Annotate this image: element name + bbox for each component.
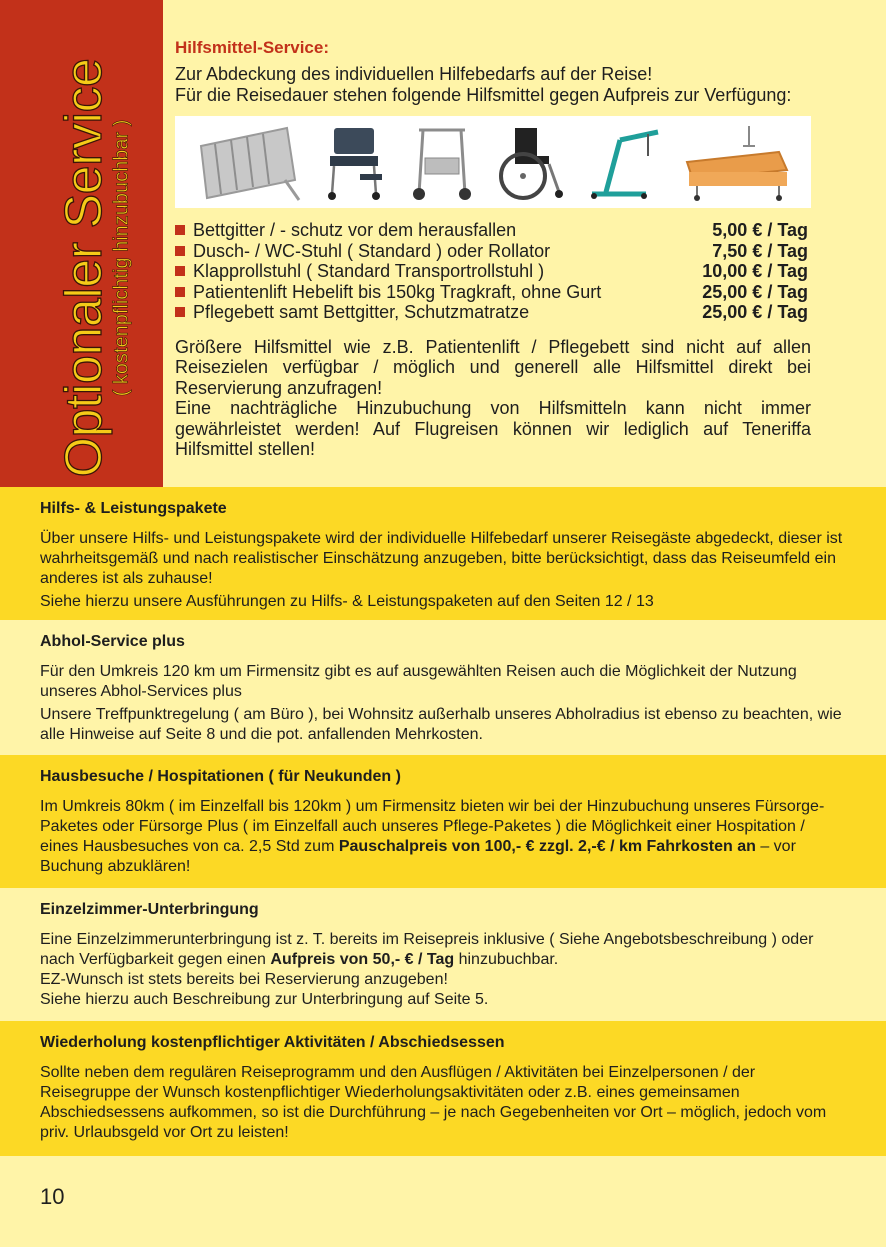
hilfsmittel-heading: Hilfsmittel-Service: xyxy=(175,38,329,57)
section-hausbesuche xyxy=(0,755,886,888)
square-bullet-icon xyxy=(175,287,185,297)
section-text: EZ-Wunsch ist stets bereits bei Reservierung anzugeben! xyxy=(40,971,448,988)
section-text: Im Umkreis 80km ( im Einzelfall bis 120km ) um Firmensitz bieten wir bei der Hinzubuchung unseres Fürsorge-Paketes oder Fürsorge Plus ( im Einzelfall auch unseres Pflege-Paketes ) die Möglichkeit einer Hospitation / eines Hausbesuches von ca. 2,5 Std zum xyxy=(40,798,825,855)
section-leistungspakete xyxy=(0,487,886,620)
price-item xyxy=(175,282,811,303)
price-item xyxy=(175,261,811,282)
price-item-price: 25,00 € / Tag xyxy=(702,302,808,322)
section-heading: Hausbesuche / Hospitationen ( für Neukunden ) xyxy=(40,768,401,785)
section-heading: Wiederholung kostenpflichtiger Aktivitäten / Abschiedsessen xyxy=(40,1034,505,1051)
side-title: Optionaler Service xyxy=(55,58,113,478)
price-item-price: 7,50 € / Tag xyxy=(712,240,808,261)
price-item xyxy=(175,302,811,323)
price-item xyxy=(175,241,811,262)
price-item-price: 25,00 € / Tag xyxy=(702,281,808,302)
section-paragraph: Unsere Treffpunktregelung ( am Büro ), bei Wohnsitz außerhalb unseres Abholradius ist ebenso zu beachten, wie alle Hinweise auf Seite 8 und die pot. anfallenden Mehrkosten. xyxy=(40,706,842,743)
price-item xyxy=(175,220,811,241)
price-item-price: 5,00 € / Tag xyxy=(712,220,808,240)
care-bed-image xyxy=(683,122,793,202)
patient-lift-image xyxy=(586,122,666,202)
price-list xyxy=(175,220,811,323)
bed-rail-image xyxy=(193,122,303,202)
square-bullet-icon xyxy=(175,307,185,317)
section-paragraph xyxy=(40,930,846,1010)
section-heading: Abhol-Service plus xyxy=(40,633,185,650)
section-text: Eine Einzelzimmerunterbringung ist z. T. bereits im Reisepreis inklusive ( Siehe Angebotsbeschreibung ) oder nach Verfügbarkeit gegen einen xyxy=(40,931,814,968)
section-text: – vor Buchung abzuklären! xyxy=(40,838,796,875)
section-paragraph: Für den Umkreis 120 km um Firmensitz gibt es auf ausgewählten Reisen auch die Möglichkeit der Nutzung unseres Abhol-Services plus xyxy=(40,663,797,700)
price-item-label: Pflegebett samt Bettgitter, Schutzmatratze xyxy=(193,302,530,322)
section-paragraph: Über unsere Hilfs- und Leistungspakete wird der individuelle Hilfebedarf unserer Reisegäste abgedeckt, dieser ist wahrheitsgemäß und nach realistischer Einschätzung anzugeben, bitte berücksichtigt, dass das Reiseumfeld ein anderes ist als zuhause! xyxy=(40,530,843,587)
section-bold-text: Aufpreis von 50,- € / Tag xyxy=(270,951,455,968)
price-item-label: Bettgitter / - schutz vor dem herausfallen xyxy=(193,220,517,240)
shower-chair-image xyxy=(320,122,390,202)
section-text: hinzubuchbar. xyxy=(454,951,559,968)
hilfsmittel-intro xyxy=(175,64,811,106)
square-bullet-icon xyxy=(175,266,185,276)
hilfsmittel-service xyxy=(175,38,811,460)
price-item-price: 10,00 € / Tag xyxy=(702,261,808,281)
side-subtitle: ( kostenpflichtig hinzubuchbar ) xyxy=(110,119,133,397)
aids-image-strip xyxy=(175,116,811,208)
intro-line: Zur Abdeckung des individuellen Hilfebedarfs auf der Reise! xyxy=(175,64,653,84)
price-item-label: Dusch- / WC-Stuhl ( Standard ) oder Rollator xyxy=(193,240,551,261)
section-bold-text: Pauschalpreis von 100,- € zzgl. 2,-€ / km Fahrkosten an xyxy=(338,838,756,855)
section-paragraph xyxy=(40,797,846,877)
section-paragraph: Sollte neben dem regulären Reiseprogramm und den Ausflügen / Aktivitäten bei Einzelpersonen / der Reisegruppe der Wunsch kostenpflichtiger Wiederholungsaktivitäten oder z.B. eines gemeinsamen Abschiedsessens aufkommen, so ist die Durchführung – je nach Gegebenheiten vor Ort – möglich, jedoch vom priv. Urlaubsgeld vor Ort zu leisten! xyxy=(40,1064,827,1141)
section-wiederholung xyxy=(0,1021,886,1156)
intro-line: Für die Reisedauer stehen folgende Hilfsmittel gegen Aufpreis zur Verfügung: xyxy=(175,85,792,105)
section-heading: Einzelzimmer-Unterbringung xyxy=(40,901,259,918)
wheelchair-image xyxy=(493,122,569,202)
section-text: Siehe hierzu auch Beschreibung zur Unterbringung auf Seite 5. xyxy=(40,991,489,1008)
square-bullet-icon xyxy=(175,225,185,235)
note-paragraph: Größere Hilfsmittel wie z.B. Patientenlift / Pflegebett sind nicht auf allen Reisezielen verfügbar / möglich und generell alle Hilfsmittel direkt bei Reservierung anzufragen! xyxy=(175,336,811,398)
note-paragraph: Eine nachträgliche Hinzubuchung von Hilfsmitteln kann nicht immer gewährleistet werden! Auf Flugreisen können wir lediglich auf Teneriffa Hilfsmittel stellen! xyxy=(175,398,811,459)
price-item-label: Klapprollstuhl ( Standard Transportrollstuhl ) xyxy=(193,261,545,281)
section-paragraph: Siehe hierzu unsere Ausführungen zu Hilfs- & Leistungspaketen auf den Seiten 12 / 13 xyxy=(40,593,654,610)
section-abhol-service xyxy=(0,620,886,755)
section-heading: Hilfs- & Leistungspakete xyxy=(40,500,227,517)
page-number: 10 xyxy=(40,1184,65,1209)
square-bullet-icon xyxy=(175,246,185,256)
section-einzelzimmer xyxy=(0,888,886,1021)
hilfsmittel-notes xyxy=(175,337,811,460)
price-item-label: Patientenlift Hebelift bis 150kg Tragkraft, ohne Gurt xyxy=(193,281,602,302)
rollator-image xyxy=(407,122,477,202)
